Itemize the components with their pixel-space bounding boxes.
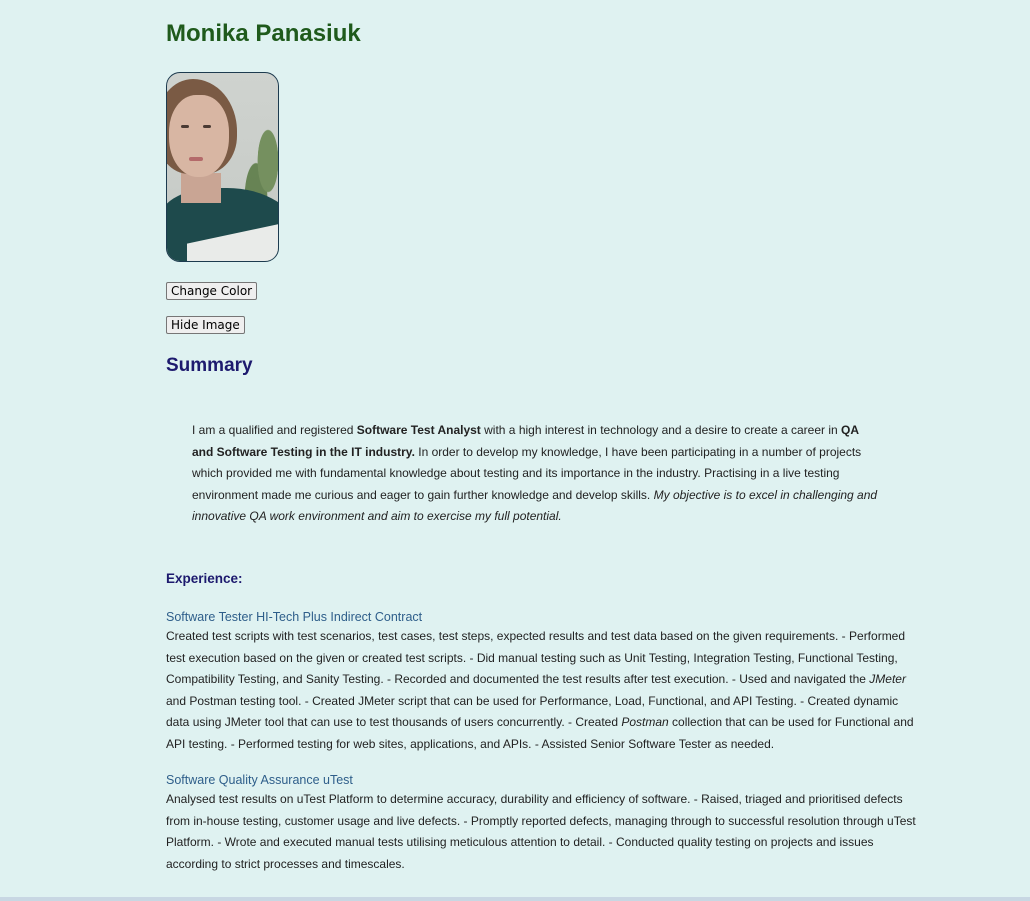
job-entry — [166, 771, 921, 875]
job-entry — [166, 608, 921, 756]
change-color-button[interactable]: Change Color — [166, 282, 257, 300]
job-role: Software Quality Assurance uTest — [166, 773, 353, 787]
experience-heading: Experience: — [166, 571, 243, 586]
page-title: Monika Panasiuk — [166, 20, 361, 47]
profile-photo — [166, 72, 279, 262]
job-description: Created test scripts with test scenarios, test cases, test steps, expected results and test data based on the given requirements. - Performed test execution based on the given or created test scripts. - Did manual testing such as Unit Testing, Integration Testing, Functional Testing, Compatibility Testing, and Sanity Testing. - Recorded and documented the test results after test execution. - Used and navigated the JMeter and Postman testing tool. - Created JMeter script that can be used for Performance, Load, Functional, and API Testing. - Created dynamic data using JMeter tool that can use to test thousands of users concurrently. - Created Postman collection that can be used for Functional and API testing. - Performed testing for web sites, applications, and APIs. - Assisted Senior Software Tester as needed. — [166, 629, 914, 751]
page-bottom-border — [0, 897, 1030, 901]
hide-image-button[interactable]: Hide Image — [166, 316, 245, 334]
job-role: Software Tester HI-Tech Plus Indirect Contract — [166, 610, 423, 624]
job-description: Analysed test results on uTest Platform to determine accuracy, durability and efficiency of software. - Raised, triaged and prioritised defects from in-house testing, customer usage and live defects. - Promptly reported defects, managing through to successful resolution through uTest Platform. - Wrote and executed manual tests utilising meticulous attention to detail. - Conducted quality testing on projects and issues according to strict processes and timescales. — [166, 792, 916, 871]
summary-text: I am a qualified and registered Software Test Analyst with a high interest in technology and a desire to create a career in QA and Software Testing in the IT industry. In order to develop my knowledge, I have been participating in a number of projects which provided me with fundamental knowledge about testing and its importance in the industry. Practising in a live testing environment made me curious and eager to gain further knowledge and develop skills. My objective is to excel in challenging and innovative QA work environment and aim to exercise my full potential. — [192, 423, 878, 524]
summary-heading: Summary — [166, 355, 253, 376]
